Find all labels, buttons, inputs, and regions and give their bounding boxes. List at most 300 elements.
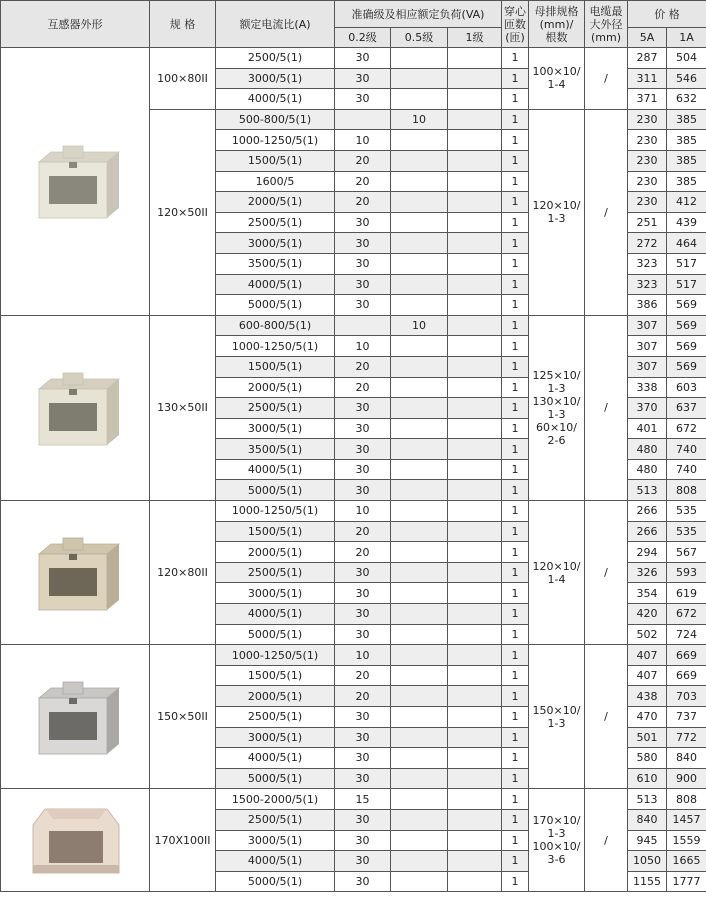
price-1a-cell: 535 xyxy=(667,501,706,522)
acc-1-cell xyxy=(448,583,502,604)
ratio-cell: 2500/5(1) xyxy=(216,48,335,69)
current-transformer-pink-icon xyxy=(25,795,125,885)
price-5a-cell: 230 xyxy=(628,192,667,213)
ratio-cell: 3000/5(1) xyxy=(216,68,335,89)
price-1a-cell: 900 xyxy=(667,768,706,789)
price-5a-cell: 307 xyxy=(628,336,667,357)
header-busbar: 母排规格 (mm)/ 根数 xyxy=(529,1,585,48)
ratio-cell: 3000/5(1) xyxy=(216,418,335,439)
turns-cell: 1 xyxy=(502,871,529,892)
turns-cell: 1 xyxy=(502,233,529,254)
turns-cell: 1 xyxy=(502,604,529,625)
price-1a-cell: 569 xyxy=(667,315,706,336)
acc-1-cell xyxy=(448,336,502,357)
busbar-cell: 150×10/ 1-3 xyxy=(529,645,585,789)
price-5a-cell: 272 xyxy=(628,233,667,254)
price-5a-cell: 251 xyxy=(628,212,667,233)
price-1a-cell: 637 xyxy=(667,398,706,419)
price-1a-cell: 517 xyxy=(667,253,706,274)
price-1a-cell: 1559 xyxy=(667,830,706,851)
price-5a-cell: 501 xyxy=(628,727,667,748)
header-turns: 穿心 匝数 (匝) xyxy=(502,1,529,48)
ratio-cell: 500-800/5(1) xyxy=(216,109,335,130)
acc-02-cell: 30 xyxy=(335,212,391,233)
acc-05-cell xyxy=(391,604,448,625)
acc-05-cell xyxy=(391,295,448,316)
cable-cell: / xyxy=(585,789,628,892)
price-5a-cell: 945 xyxy=(628,830,667,851)
acc-05-cell xyxy=(391,253,448,274)
price-5a-cell: 610 xyxy=(628,768,667,789)
product-image xyxy=(1,501,150,645)
acc-05-cell xyxy=(391,130,448,151)
turns-cell: 1 xyxy=(502,459,529,480)
turns-cell: 1 xyxy=(502,439,529,460)
acc-05-cell xyxy=(391,356,448,377)
product-image xyxy=(1,789,150,892)
acc-02-cell: 30 xyxy=(335,707,391,728)
ratio-cell: 3000/5(1) xyxy=(216,830,335,851)
acc-05-cell xyxy=(391,377,448,398)
price-5a-cell: 371 xyxy=(628,89,667,110)
price-5a-cell: 287 xyxy=(628,48,667,69)
acc-1-cell xyxy=(448,645,502,666)
header-acc-1: 1级 xyxy=(448,28,502,48)
price-5a-cell: 420 xyxy=(628,604,667,625)
ratio-cell: 3000/5(1) xyxy=(216,233,335,254)
acc-1-cell xyxy=(448,192,502,213)
ratio-cell: 2500/5(1) xyxy=(216,707,335,728)
acc-02-cell: 10 xyxy=(335,130,391,151)
acc-02-cell: 20 xyxy=(335,171,391,192)
turns-cell: 1 xyxy=(502,295,529,316)
price-1a-cell: 1777 xyxy=(667,871,706,892)
turns-cell: 1 xyxy=(502,480,529,501)
busbar-cell: 170×10/ 1-3 100×10/ 3-6 xyxy=(529,789,585,892)
acc-1-cell xyxy=(448,768,502,789)
ratio-cell: 4000/5(1) xyxy=(216,274,335,295)
price-5a-cell: 266 xyxy=(628,501,667,522)
price-5a-cell: 438 xyxy=(628,686,667,707)
price-1a-cell: 619 xyxy=(667,583,706,604)
acc-1-cell xyxy=(448,418,502,439)
acc-1-cell xyxy=(448,212,502,233)
price-5a-cell: 407 xyxy=(628,665,667,686)
header-accuracy: 准确级及相应额定负荷(VA) xyxy=(335,1,502,28)
header-price: 价 格 xyxy=(628,1,706,28)
ratio-cell: 600-800/5(1) xyxy=(216,315,335,336)
acc-05-cell xyxy=(391,707,448,728)
ratio-cell: 2500/5(1) xyxy=(216,398,335,419)
acc-1-cell xyxy=(448,789,502,810)
acc-1-cell xyxy=(448,150,502,171)
price-5a-cell: 401 xyxy=(628,418,667,439)
acc-02-cell: 30 xyxy=(335,233,391,254)
ratio-cell: 2000/5(1) xyxy=(216,192,335,213)
price-1a-cell: 1457 xyxy=(667,809,706,830)
acc-02-cell: 30 xyxy=(335,624,391,645)
turns-cell: 1 xyxy=(502,212,529,233)
ratio-cell: 4000/5(1) xyxy=(216,459,335,480)
header-ratio: 额定电流比(A) xyxy=(216,1,335,48)
price-5a-cell: 1050 xyxy=(628,851,667,872)
price-1a-cell: 1665 xyxy=(667,851,706,872)
price-5a-cell: 407 xyxy=(628,645,667,666)
acc-02-cell: 30 xyxy=(335,418,391,439)
busbar-cell: 125×10/ 1-3 130×10/ 1-3 60×10/ 2-6 xyxy=(529,315,585,500)
spec-cell: 100×80II xyxy=(150,48,216,110)
turns-cell: 1 xyxy=(502,562,529,583)
ratio-cell: 1500-2000/5(1) xyxy=(216,789,335,810)
acc-1-cell xyxy=(448,356,502,377)
price-5a-cell: 480 xyxy=(628,459,667,480)
acc-05-cell xyxy=(391,192,448,213)
price-1a-cell: 737 xyxy=(667,707,706,728)
table-row xyxy=(1,48,706,69)
turns-cell: 1 xyxy=(502,274,529,295)
acc-02-cell: 30 xyxy=(335,851,391,872)
acc-05-cell xyxy=(391,542,448,563)
acc-05-cell xyxy=(391,851,448,872)
current-transformer-cream-icon xyxy=(25,136,125,226)
table-row xyxy=(1,789,706,810)
spec-cell: 170X100II xyxy=(150,789,216,892)
price-5a-cell: 513 xyxy=(628,789,667,810)
spec-cell: 120×80II xyxy=(150,501,216,645)
header-shape: 互感器外形 xyxy=(1,1,150,48)
ratio-cell: 5000/5(1) xyxy=(216,768,335,789)
acc-02-cell: 20 xyxy=(335,377,391,398)
acc-05-cell xyxy=(391,171,448,192)
current-transformer-grey-icon xyxy=(25,672,125,762)
turns-cell: 1 xyxy=(502,356,529,377)
acc-1-cell xyxy=(448,851,502,872)
ratio-cell: 1500/5(1) xyxy=(216,665,335,686)
header-price-1a: 1A xyxy=(667,28,706,48)
acc-05-cell xyxy=(391,418,448,439)
acc-1-cell xyxy=(448,253,502,274)
ratio-cell: 1000-1250/5(1) xyxy=(216,336,335,357)
ratio-cell: 1600/5 xyxy=(216,171,335,192)
acc-1-cell xyxy=(448,398,502,419)
ratio-cell: 2500/5(1) xyxy=(216,562,335,583)
acc-05-cell xyxy=(391,624,448,645)
price-1a-cell: 593 xyxy=(667,562,706,583)
ratio-cell: 1000-1250/5(1) xyxy=(216,501,335,522)
header-price-5a: 5A xyxy=(628,28,667,48)
acc-1-cell xyxy=(448,109,502,130)
table-row xyxy=(1,315,706,336)
header-acc-05: 0.5级 xyxy=(391,28,448,48)
acc-05-cell xyxy=(391,830,448,851)
turns-cell: 1 xyxy=(502,192,529,213)
price-5a-cell: 230 xyxy=(628,109,667,130)
turns-cell: 1 xyxy=(502,521,529,542)
acc-02-cell: 15 xyxy=(335,789,391,810)
price-5a-cell: 513 xyxy=(628,480,667,501)
acc-05-cell xyxy=(391,521,448,542)
acc-1-cell xyxy=(448,562,502,583)
price-1a-cell: 412 xyxy=(667,192,706,213)
price-1a-cell: 703 xyxy=(667,686,706,707)
price-1a-cell: 385 xyxy=(667,109,706,130)
ratio-cell: 1000-1250/5(1) xyxy=(216,130,335,151)
acc-02-cell: 30 xyxy=(335,398,391,419)
price-1a-cell: 385 xyxy=(667,150,706,171)
acc-1-cell xyxy=(448,439,502,460)
acc-05-cell xyxy=(391,398,448,419)
price-5a-cell: 266 xyxy=(628,521,667,542)
acc-05-cell xyxy=(391,748,448,769)
acc-1-cell xyxy=(448,748,502,769)
ratio-cell: 1500/5(1) xyxy=(216,356,335,377)
price-5a-cell: 840 xyxy=(628,809,667,830)
price-1a-cell: 603 xyxy=(667,377,706,398)
acc-02-cell: 30 xyxy=(335,68,391,89)
price-5a-cell: 294 xyxy=(628,542,667,563)
acc-02-cell: 30 xyxy=(335,562,391,583)
acc-1-cell xyxy=(448,707,502,728)
acc-02-cell: 30 xyxy=(335,748,391,769)
cable-cell: / xyxy=(585,315,628,500)
turns-cell: 1 xyxy=(502,253,529,274)
acc-1-cell xyxy=(448,68,502,89)
ratio-cell: 1000-1250/5(1) xyxy=(216,645,335,666)
price-5a-cell: 386 xyxy=(628,295,667,316)
turns-cell: 1 xyxy=(502,377,529,398)
ratio-cell: 5000/5(1) xyxy=(216,480,335,501)
cable-cell: / xyxy=(585,501,628,645)
acc-1-cell xyxy=(448,130,502,151)
product-image xyxy=(1,48,150,316)
turns-cell: 1 xyxy=(502,645,529,666)
price-5a-cell: 230 xyxy=(628,130,667,151)
price-1a-cell: 569 xyxy=(667,295,706,316)
acc-05-cell xyxy=(391,665,448,686)
acc-02-cell: 30 xyxy=(335,768,391,789)
turns-cell: 1 xyxy=(502,727,529,748)
ratio-cell: 4000/5(1) xyxy=(216,851,335,872)
busbar-cell: 120×10/ 1-3 xyxy=(529,109,585,315)
acc-02-cell: 30 xyxy=(335,439,391,460)
acc-1-cell xyxy=(448,665,502,686)
turns-cell: 1 xyxy=(502,130,529,151)
table-row xyxy=(1,645,706,666)
ratio-cell: 3500/5(1) xyxy=(216,253,335,274)
acc-02-cell: 30 xyxy=(335,871,391,892)
turns-cell: 1 xyxy=(502,171,529,192)
turns-cell: 1 xyxy=(502,109,529,130)
acc-1-cell xyxy=(448,871,502,892)
ratio-cell: 2500/5(1) xyxy=(216,809,335,830)
acc-02-cell: 30 xyxy=(335,830,391,851)
turns-cell: 1 xyxy=(502,768,529,789)
acc-05-cell xyxy=(391,336,448,357)
acc-1-cell xyxy=(448,377,502,398)
acc-02-cell: 20 xyxy=(335,542,391,563)
turns-cell: 1 xyxy=(502,418,529,439)
acc-02-cell: 30 xyxy=(335,583,391,604)
ratio-cell: 4000/5(1) xyxy=(216,604,335,625)
price-5a-cell: 323 xyxy=(628,274,667,295)
acc-1-cell xyxy=(448,727,502,748)
price-1a-cell: 672 xyxy=(667,604,706,625)
ratio-cell: 3000/5(1) xyxy=(216,583,335,604)
price-5a-cell: 323 xyxy=(628,253,667,274)
acc-1-cell xyxy=(448,604,502,625)
price-1a-cell: 672 xyxy=(667,418,706,439)
ratio-cell: 2500/5(1) xyxy=(216,212,335,233)
acc-05-cell xyxy=(391,501,448,522)
acc-05-cell xyxy=(391,212,448,233)
acc-05-cell: 10 xyxy=(391,315,448,336)
acc-1-cell xyxy=(448,809,502,830)
acc-1-cell xyxy=(448,295,502,316)
price-1a-cell: 546 xyxy=(667,68,706,89)
price-1a-cell: 808 xyxy=(667,789,706,810)
price-1a-cell: 772 xyxy=(667,727,706,748)
busbar-cell: 120×10/ 1-4 xyxy=(529,501,585,645)
price-1a-cell: 464 xyxy=(667,233,706,254)
turns-cell: 1 xyxy=(502,336,529,357)
acc-02-cell: 30 xyxy=(335,295,391,316)
ratio-cell: 1500/5(1) xyxy=(216,150,335,171)
acc-02-cell: 30 xyxy=(335,459,391,480)
acc-02-cell: 30 xyxy=(335,274,391,295)
acc-1-cell xyxy=(448,171,502,192)
acc-1-cell xyxy=(448,624,502,645)
acc-02-cell: 30 xyxy=(335,89,391,110)
ratio-cell: 2000/5(1) xyxy=(216,377,335,398)
busbar-cell: 100×10/ 1-4 xyxy=(529,48,585,110)
turns-cell: 1 xyxy=(502,748,529,769)
price-1a-cell: 724 xyxy=(667,624,706,645)
acc-05-cell xyxy=(391,150,448,171)
price-1a-cell: 740 xyxy=(667,459,706,480)
turns-cell: 1 xyxy=(502,501,529,522)
acc-1-cell xyxy=(448,830,502,851)
price-1a-cell: 569 xyxy=(667,336,706,357)
acc-02-cell: 10 xyxy=(335,501,391,522)
product-image xyxy=(1,315,150,500)
price-1a-cell: 740 xyxy=(667,439,706,460)
ratio-cell: 3500/5(1) xyxy=(216,439,335,460)
acc-05-cell xyxy=(391,809,448,830)
ratio-cell: 5000/5(1) xyxy=(216,295,335,316)
ratio-cell: 4000/5(1) xyxy=(216,748,335,769)
acc-02-cell xyxy=(335,109,391,130)
acc-1-cell xyxy=(448,89,502,110)
spec-cell: 120×50II xyxy=(150,109,216,315)
price-1a-cell: 808 xyxy=(667,480,706,501)
acc-02-cell: 30 xyxy=(335,604,391,625)
turns-cell: 1 xyxy=(502,624,529,645)
price-5a-cell: 230 xyxy=(628,171,667,192)
turns-cell: 1 xyxy=(502,789,529,810)
acc-1-cell xyxy=(448,315,502,336)
ratio-cell: 5000/5(1) xyxy=(216,871,335,892)
turns-cell: 1 xyxy=(502,830,529,851)
cable-cell: / xyxy=(585,645,628,789)
acc-1-cell xyxy=(448,686,502,707)
acc-02-cell: 20 xyxy=(335,356,391,377)
price-1a-cell: 669 xyxy=(667,645,706,666)
price-1a-cell: 840 xyxy=(667,748,706,769)
price-5a-cell: 307 xyxy=(628,315,667,336)
price-5a-cell: 480 xyxy=(628,439,667,460)
price-1a-cell: 385 xyxy=(667,130,706,151)
price-1a-cell: 504 xyxy=(667,48,706,69)
acc-05-cell xyxy=(391,871,448,892)
acc-1-cell xyxy=(448,233,502,254)
turns-cell: 1 xyxy=(502,686,529,707)
acc-05-cell xyxy=(391,583,448,604)
ratio-cell: 1500/5(1) xyxy=(216,521,335,542)
price-5a-cell: 354 xyxy=(628,583,667,604)
header-acc-02: 0.2级 xyxy=(335,28,391,48)
acc-05-cell xyxy=(391,459,448,480)
price-5a-cell: 580 xyxy=(628,748,667,769)
turns-cell: 1 xyxy=(502,707,529,728)
price-5a-cell: 502 xyxy=(628,624,667,645)
acc-1-cell xyxy=(448,480,502,501)
price-1a-cell: 517 xyxy=(667,274,706,295)
spec-cell: 150×50II xyxy=(150,645,216,789)
acc-05-cell xyxy=(391,686,448,707)
price-1a-cell: 567 xyxy=(667,542,706,563)
acc-05-cell xyxy=(391,233,448,254)
acc-02-cell: 20 xyxy=(335,521,391,542)
acc-1-cell xyxy=(448,48,502,69)
ratio-cell: 3000/5(1) xyxy=(216,727,335,748)
spec-cell: 130×50II xyxy=(150,315,216,500)
acc-05-cell xyxy=(391,727,448,748)
price-1a-cell: 669 xyxy=(667,665,706,686)
acc-05-cell xyxy=(391,645,448,666)
turns-cell: 1 xyxy=(502,665,529,686)
acc-1-cell xyxy=(448,459,502,480)
header-cable: 电缆最 大外径 (mm) xyxy=(585,1,628,48)
price-5a-cell: 470 xyxy=(628,707,667,728)
ratio-cell: 5000/5(1) xyxy=(216,624,335,645)
current-transformer-beige-icon xyxy=(25,528,125,618)
acc-05-cell: 10 xyxy=(391,109,448,130)
header-spec: 规 格 xyxy=(150,1,216,48)
table-row xyxy=(1,501,706,522)
turns-cell: 1 xyxy=(502,89,529,110)
price-5a-cell: 326 xyxy=(628,562,667,583)
cable-cell: / xyxy=(585,48,628,110)
acc-1-cell xyxy=(448,542,502,563)
price-5a-cell: 370 xyxy=(628,398,667,419)
turns-cell: 1 xyxy=(502,851,529,872)
acc-1-cell xyxy=(448,521,502,542)
price-1a-cell: 385 xyxy=(667,171,706,192)
cable-cell: / xyxy=(585,109,628,315)
current-transformer-cream-icon xyxy=(25,363,125,453)
ratio-cell: 2000/5(1) xyxy=(216,542,335,563)
acc-02-cell: 20 xyxy=(335,192,391,213)
turns-cell: 1 xyxy=(502,583,529,604)
turns-cell: 1 xyxy=(502,542,529,563)
acc-05-cell xyxy=(391,89,448,110)
acc-02-cell: 10 xyxy=(335,336,391,357)
acc-05-cell xyxy=(391,68,448,89)
acc-02-cell: 20 xyxy=(335,150,391,171)
turns-cell: 1 xyxy=(502,398,529,419)
acc-05-cell xyxy=(391,480,448,501)
ratio-cell: 4000/5(1) xyxy=(216,89,335,110)
